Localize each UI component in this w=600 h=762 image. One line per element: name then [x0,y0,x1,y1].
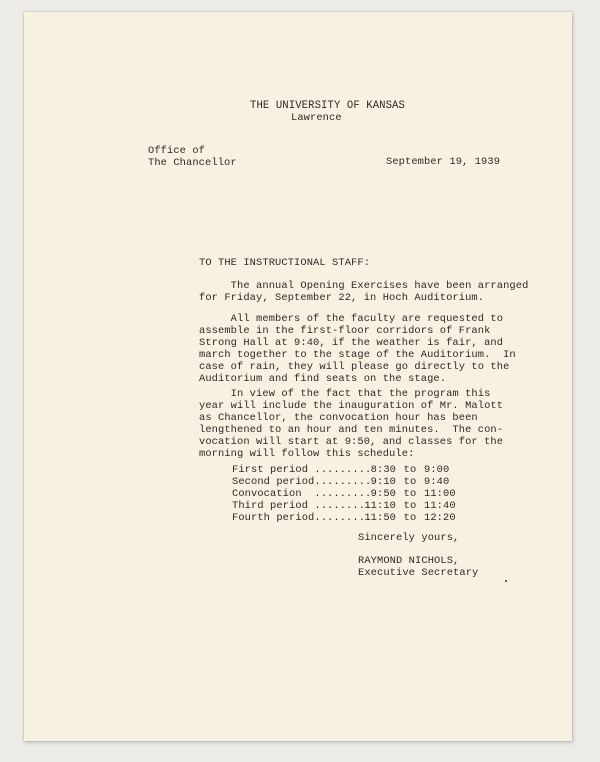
paragraph-line: case of rain, they will please go directly to the [199,361,510,373]
closing-line: Sincerely yours, [358,532,460,544]
period-to: to [403,476,417,488]
sender-line-1: Office of [148,145,206,157]
period-to: to [403,500,417,512]
paragraph-3 [199,388,503,460]
paragraph-line: morning will follow this schedule: [199,448,415,460]
paragraph-line: year will include the inauguration of Mr. Malott [199,400,504,412]
schedule-row [232,488,464,500]
sender-line-2: The Chancellor [148,157,237,169]
period-to: to [403,488,417,500]
period-start: 11:50 [364,512,396,524]
period-name: Convocation ......... [232,488,372,500]
letter-date: September 19, 1939 [386,156,501,168]
paragraph-line: march together to the stage of the Auditorium. In [199,349,516,361]
letterhead-institution: THE UNIVERSITY OF KANSAS [250,100,405,112]
period-to: to [403,512,417,524]
paragraph-line: lengthened to an hour and ten minutes. The con- [199,424,504,436]
schedule-row [232,464,464,476]
period-end: 12:20 [424,512,456,524]
paragraph-line: Auditorium and find seats on the stage. [199,373,447,385]
paragraph-line: vocation will start at 9:50, and classes for the [199,436,504,448]
period-start: 9:50 [370,488,396,500]
period-start: 11:10 [364,500,396,512]
schedule-row [232,512,464,524]
class-schedule [232,464,464,524]
ink-speck [505,580,507,582]
period-name: Fourth period......... [232,512,372,524]
period-end: 9:40 [424,476,450,488]
paragraph-2 [199,313,516,385]
period-end: 9:00 [424,464,450,476]
salutation: TO THE INSTRUCTIONAL STAFF: [199,257,371,269]
letterhead-city: Lawrence [291,112,342,124]
period-start: 8:30 [370,464,396,476]
paragraph-line: as Chancellor, the convocation hour has been [199,412,478,424]
period-name: First period ......... [232,464,372,476]
paragraph-line: All members of the faculty are requested to [199,313,504,325]
period-name: Third period ......... [232,500,372,512]
letter-page [24,12,572,741]
paragraph-line: In view of the fact that the program this [199,388,491,400]
period-name: Second period......... [232,476,372,488]
period-end: 11:40 [424,500,456,512]
paragraph-line: for Friday, September 22, in Hoch Auditorium. [199,292,485,304]
period-start: 9:10 [370,476,396,488]
paragraph-line: Strong Hall at 9:40, if the weather is fair, and [199,337,504,349]
period-end: 11:00 [424,488,456,500]
paragraph-1 [199,280,528,304]
paragraph-line: The annual Opening Exercises have been arranged [199,280,529,292]
signer-name: RAYMOND NICHOLS, [358,555,460,567]
signer-title: Executive Secretary [358,567,479,579]
paragraph-line: assemble in the first-floor corridors of Frank [199,325,491,337]
schedule-row [232,500,464,512]
period-to: to [403,464,417,476]
schedule-row [232,476,464,488]
